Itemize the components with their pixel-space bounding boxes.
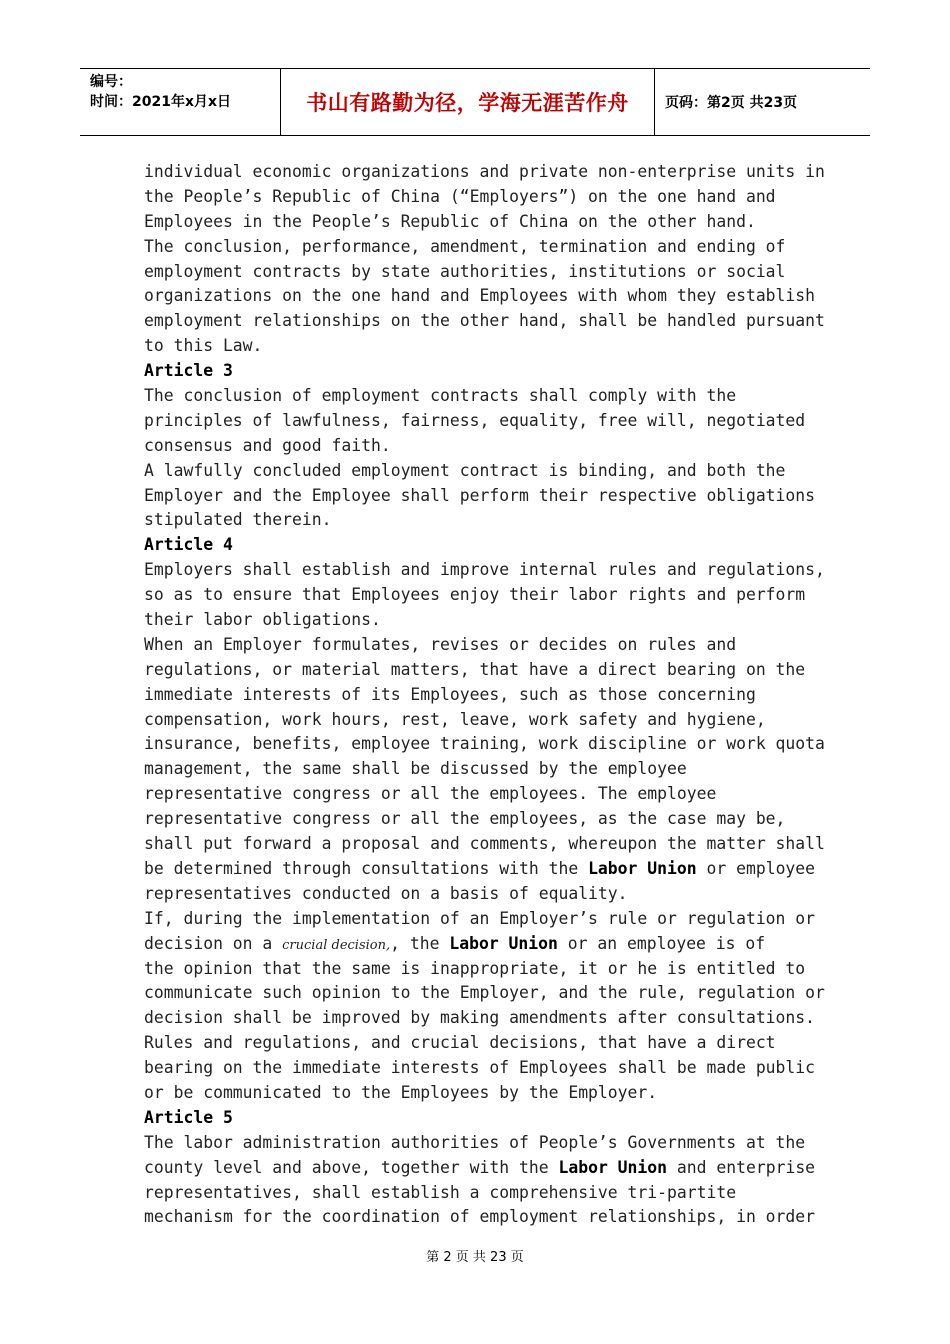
article-3-heading: Article 3 bbox=[144, 361, 233, 381]
body-line: immediate interests of its Employees, such as those concerning bbox=[144, 684, 756, 704]
body-line: Employer and the Employee shall perform their respective obligations bbox=[144, 485, 816, 505]
body-line: compensation, work hours, rest, leave, work safety and hygiene, bbox=[144, 709, 766, 729]
body-line: Employees in the People’s Republic of China on the other hand. bbox=[144, 211, 756, 231]
document-time-label: 时间：2021年x月x日 bbox=[90, 94, 232, 110]
body-line: organizations on the one hand and Employees with whom they establish bbox=[144, 286, 816, 306]
body-line: regulations, or material matters, that have a direct bearing on the bbox=[144, 659, 806, 679]
body-text-segment: decision on a bbox=[144, 933, 283, 953]
body-line: mechanism for the coordination of employment relationships, in order bbox=[144, 1207, 816, 1227]
body-line: decision shall be improved by making amendments after consultations. bbox=[144, 1008, 816, 1028]
body-text-segment: and enterprise bbox=[667, 1157, 816, 1177]
body-line: communicate such opinion to the Employer, and the rule, regulation or bbox=[144, 983, 825, 1003]
body-line: representative congress or all the employees. The employee bbox=[144, 784, 717, 804]
article-5-heading: Article 5 bbox=[144, 1107, 233, 1127]
body-line: If, during the implementation of an Employer’s rule or regulation or bbox=[144, 908, 816, 928]
labor-union-term: Labor Union bbox=[558, 1157, 668, 1177]
body-line: or be communicated to the Employees by the Employer. bbox=[144, 1082, 658, 1102]
body-line: employment contracts by state authorities, institutions or social bbox=[144, 261, 786, 281]
body-line: shall put forward a proposal and comments, whereupon the matter shall bbox=[144, 834, 825, 854]
crucial-decision-term: crucial decision, bbox=[282, 937, 391, 953]
body-line bbox=[144, 1156, 824, 1181]
body-line bbox=[144, 932, 824, 957]
page-header bbox=[80, 68, 870, 136]
labor-union-term: Labor Union bbox=[449, 933, 558, 953]
header-motto: 书山有路勤为径，学海无涯苦作舟 bbox=[306, 91, 629, 115]
header-info-cell bbox=[80, 69, 281, 135]
body-text-segment: , the bbox=[390, 933, 450, 953]
body-line: principles of lawfulness, fairness, equality, free will, negotiated bbox=[144, 410, 806, 430]
body-line: bearing on the immediate interests of Employees shall be made public bbox=[144, 1058, 816, 1078]
body-line: A lawfully concluded employment contract is binding, and both the bbox=[144, 460, 786, 480]
body-line: The conclusion, performance, amendment, termination and ending of bbox=[144, 236, 786, 256]
body-line: insurance, benefits, employee training, work discipline or work quota bbox=[144, 734, 825, 754]
body-line: to this Law. bbox=[144, 336, 263, 356]
header-page-number: 页码：第2页 共23页 bbox=[665, 95, 798, 111]
labor-union-term: Labor Union bbox=[588, 858, 697, 878]
body-line: Rules and regulations, and crucial decisions, that have a direct bbox=[144, 1033, 776, 1053]
body-line: stipulated therein. bbox=[144, 510, 332, 530]
body-text-segment: or an employee is of bbox=[557, 933, 766, 953]
body-line: representatives, shall establish a comprehensive tri-partite bbox=[144, 1182, 737, 1202]
body-line: the People’s Republic of China (“Employers”) on the one hand and bbox=[144, 186, 776, 206]
body-line: When an Employer formulates, revises or decides on rules and bbox=[144, 634, 737, 654]
body-line: the opinion that the same is inappropriate, it or he is entitled to bbox=[144, 958, 806, 978]
body-text-segment: be determined through consultations with the bbox=[144, 858, 589, 878]
body-line: representatives conducted on a basis of equality. bbox=[144, 883, 628, 903]
body-line: employment relationships on the other hand, shall be handled pursuant bbox=[144, 311, 825, 331]
header-motto-cell bbox=[281, 69, 655, 135]
body-line: their labor obligations. bbox=[144, 610, 381, 630]
page-footer: 第 2 页 共 23 页 bbox=[426, 1250, 524, 1265]
body-line: management, the same shall be discussed by the employee bbox=[144, 759, 687, 779]
document-body bbox=[144, 160, 824, 1230]
body-line: Employers shall establish and improve internal rules and regulations, bbox=[144, 560, 825, 580]
body-text-segment: or employee bbox=[696, 858, 816, 878]
document-number-label: 编号： bbox=[90, 74, 132, 90]
body-line: The labor administration authorities of People’s Governments at the bbox=[144, 1132, 806, 1152]
body-line bbox=[144, 857, 824, 882]
header-page-cell bbox=[655, 69, 870, 135]
body-text-segment: county level and above, together with the bbox=[144, 1157, 559, 1177]
body-line: The conclusion of employment contracts shall comply with the bbox=[144, 386, 737, 406]
body-line: individual economic organizations and private non-enterprise units in bbox=[144, 162, 825, 181]
body-line: consensus and good faith. bbox=[144, 435, 391, 455]
body-line: so as to ensure that Employees enjoy their labor rights and perform bbox=[144, 585, 806, 605]
body-line: representative congress or all the employees, as the case may be, bbox=[144, 809, 786, 829]
article-4-heading: Article 4 bbox=[144, 535, 233, 555]
